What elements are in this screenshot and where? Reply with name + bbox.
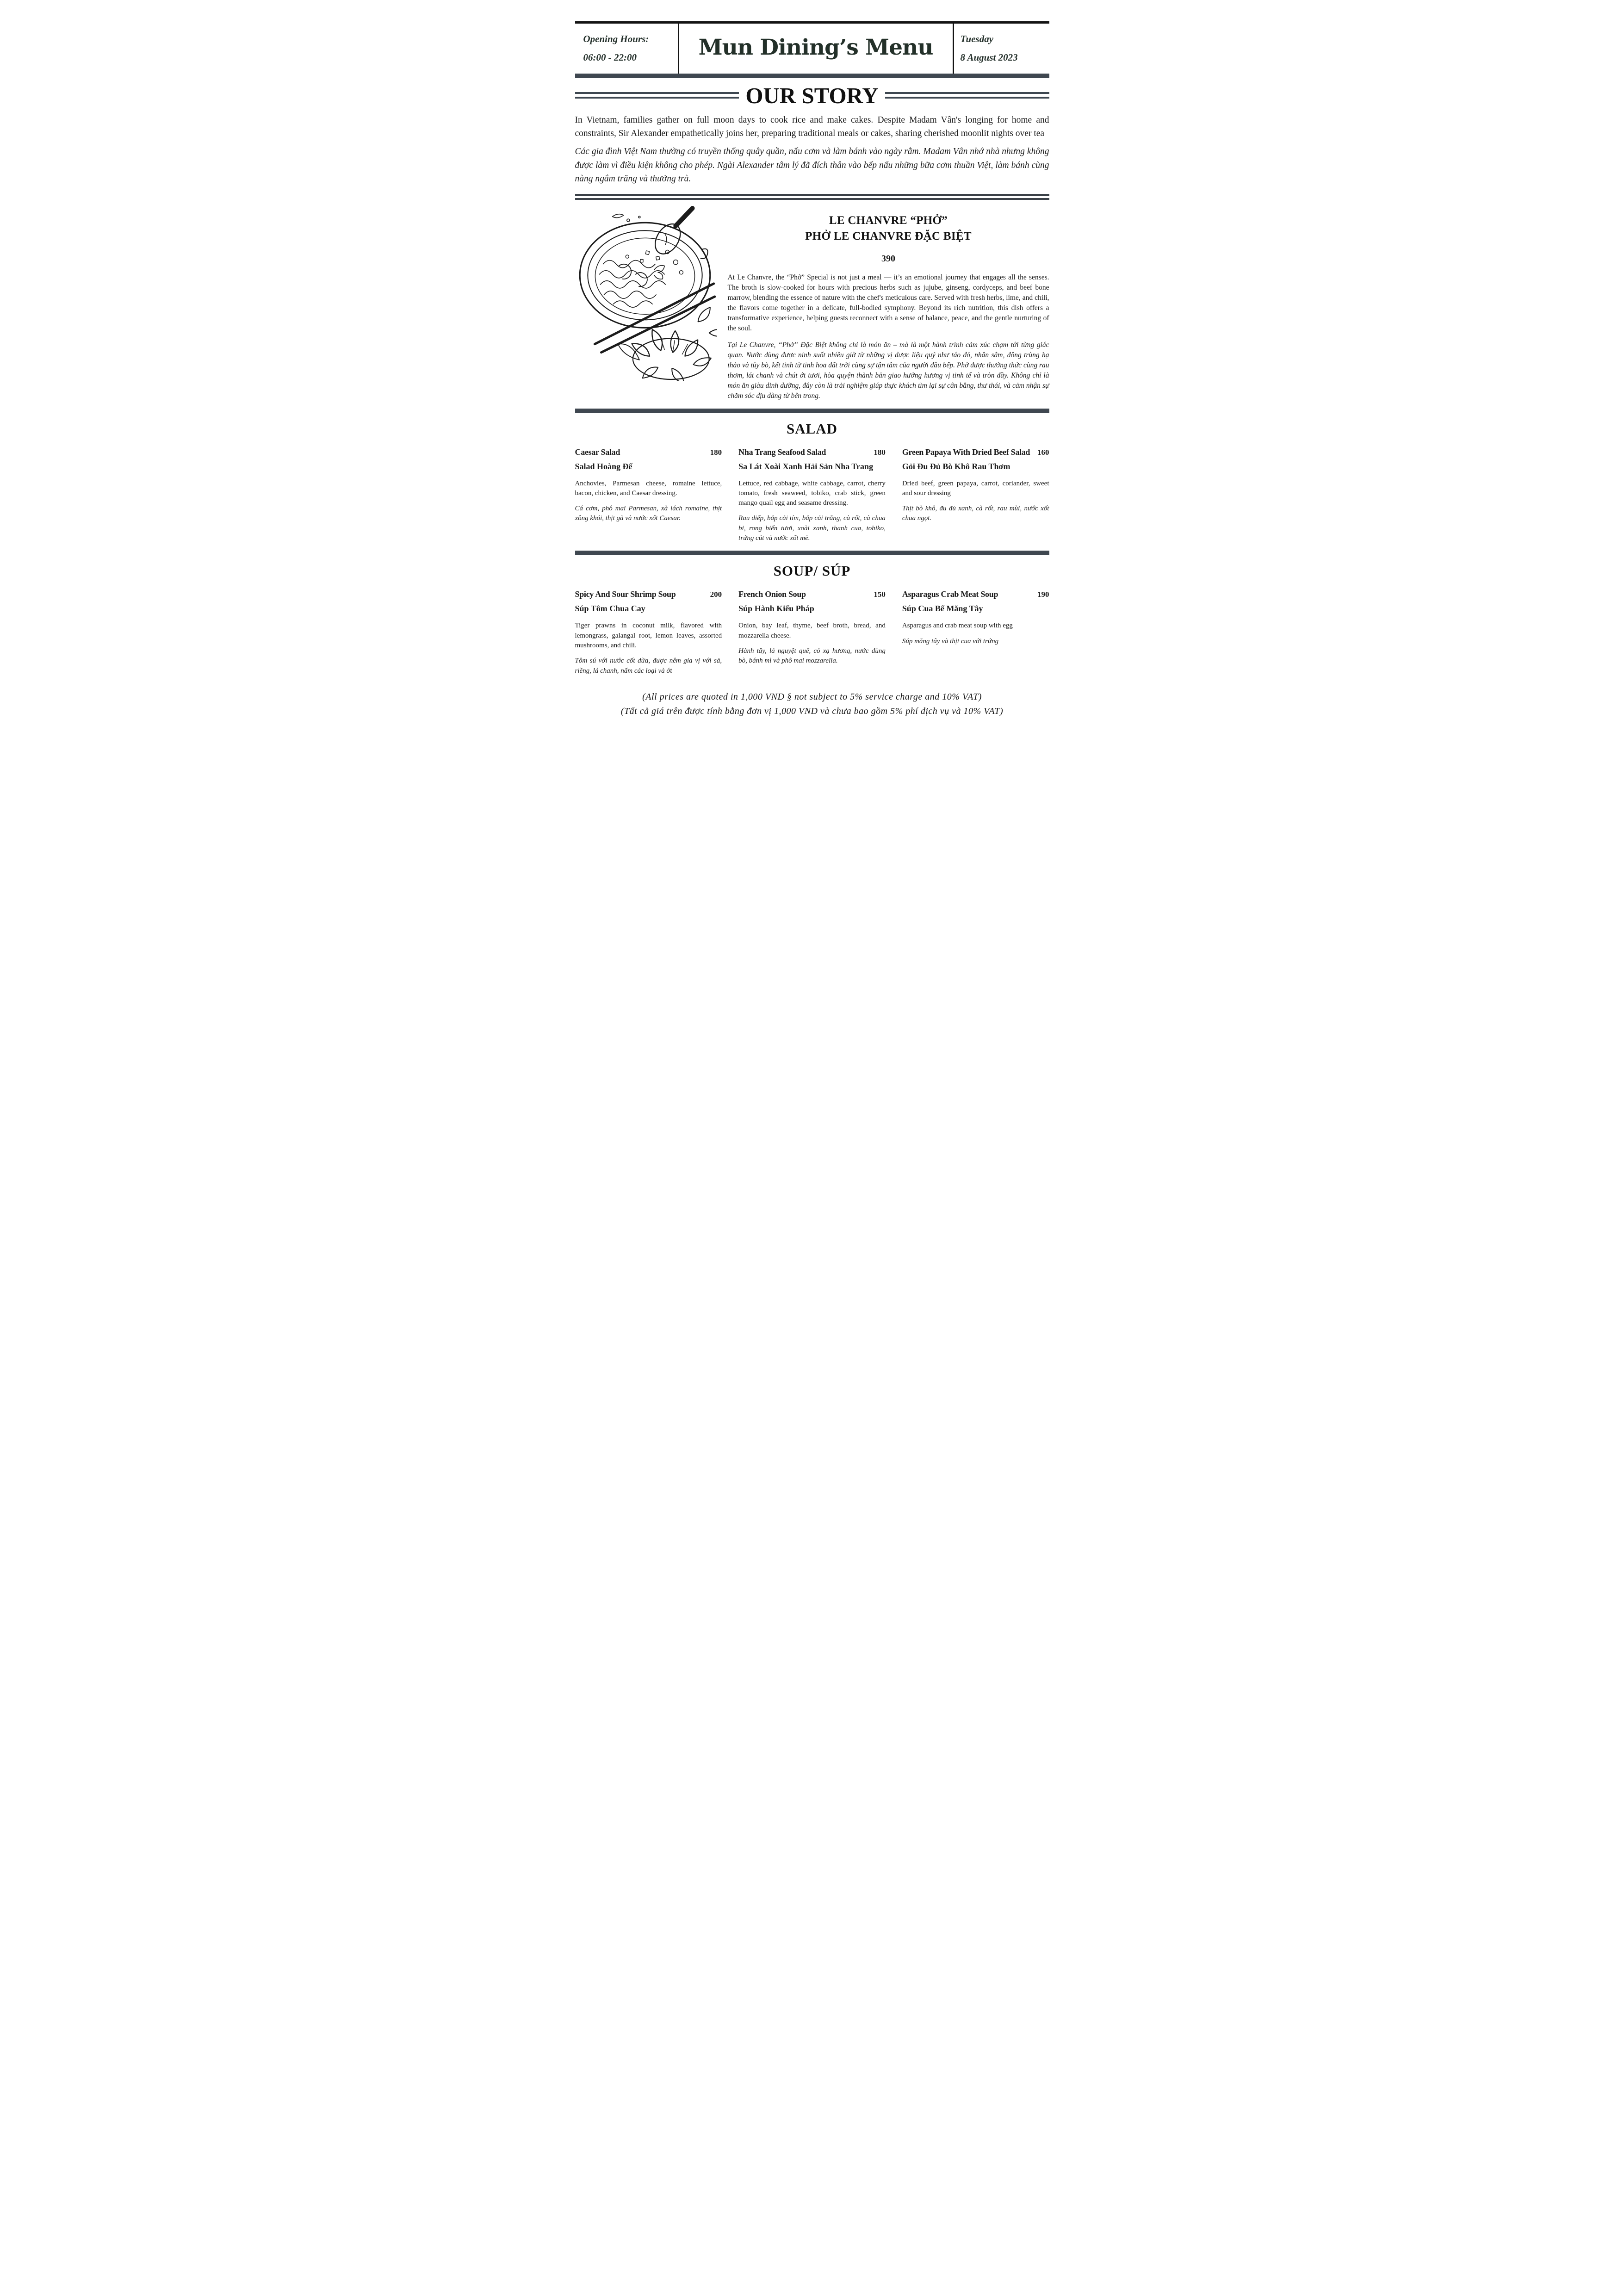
item-name-en: French Onion Soup xyxy=(738,589,806,599)
item-name-vi: Sa Lát Xoài Xanh Hải Sản Nha Trang xyxy=(738,461,874,471)
special-description-en: At Le Chanvre, the “Phở” Special is not just a meal — it’s an emotional journey that engages all the senses. The broth is slow-cooked for hours with precious herbs such as jujube, ginseng, cordyceps, and beef bone marrow, blending the essence of nature with the chef's meticulous care. Served with fresh herbs, lime, and chili, the flavors come together in a delicate, full-bodied symphony. Beyond its rich nutrition, this dish offers a transformative experience, helping guests reconnect with a sense of balance, peace, and the gentle nurturing of the soul. xyxy=(727,273,1049,332)
left-double-rule xyxy=(575,92,739,99)
item-price: 190 xyxy=(1037,590,1049,599)
item-description-vi: Thịt bò khô, đu đủ xanh, cà rốt, rau mùi, nước xốt chua ngọt. xyxy=(902,505,1049,522)
menu-item xyxy=(575,447,722,544)
our-story-title: OUR STORY xyxy=(745,82,879,108)
right-double-rule xyxy=(885,92,1049,99)
menu-item xyxy=(902,447,1049,544)
item-name-vi: Salad Hoàng Đế xyxy=(575,461,632,471)
item-name-row xyxy=(902,589,1049,599)
soup-grid xyxy=(575,589,1049,676)
date-label: 8 August 2023 xyxy=(960,51,1018,63)
item-name-row xyxy=(575,447,722,457)
item-name-vi: Súp Cua Bể Măng Tây xyxy=(902,604,983,614)
item-name-vi: Súp Tôm Chua Cay xyxy=(575,604,645,614)
item-price: 160 xyxy=(1037,447,1049,457)
salad-section-title: SALAD xyxy=(786,420,838,437)
salad-grid xyxy=(575,447,1049,544)
pho-bowl-illustration xyxy=(575,203,721,401)
special-dish-name-vi: PHỞ LE CHANVRE ĐẶC BIỆT xyxy=(805,230,972,242)
salad-divider-bar xyxy=(575,409,1049,413)
item-description-en: Onion, bay leaf, thyme, beef broth, bread, and mozzarella cheese. xyxy=(738,622,886,639)
footer-line-en: (All prices are quoted in 1,000 VND § not subject to 5% service charge and 10% VAT) xyxy=(642,692,982,702)
item-price: 180 xyxy=(874,447,886,457)
opening-hours-block xyxy=(575,24,678,74)
item-name-en: Spicy And Sour Shrimp Soup xyxy=(575,589,676,599)
menu-item xyxy=(738,447,886,544)
item-price: 200 xyxy=(710,590,722,599)
our-story-heading-row xyxy=(575,84,1049,107)
item-description-en: Dried beef, green papaya, carrot, coriander, sweet and sour dressing xyxy=(902,479,1049,497)
title-block xyxy=(678,24,954,74)
item-name-vi: Súp Hành Kiểu Pháp xyxy=(738,604,814,614)
item-description-vi: Rau diếp, bắp cải tím, bắp cải trắng, cà rốt, cà chua bi, rong biển tươi, xoài xanh, thanh cua, tobiko, trứng cút và nước xốt mè. xyxy=(738,515,886,542)
special-description-vi: Tại Le Chanvre, “Phở” Đặc Biệt không chỉ là món ăn – mà là một hành trình cảm xúc chạm tới từng giác quan. Nước dùng được ninh suốt nhiều giờ từ những vị dược liệu quý như táo đỏ, nhân sâm, đông trùng hạ thảo và tủy bò, kết tinh từ tinh hoa đất trời cùng sự tận tâm của người đầu bếp. Phở được thưởng thức cùng rau thơm, lát chanh và chút ớt tươi, hòa quyện thành bản giao hưởng hương vị tinh tế và tròn đầy. Không chỉ là món ăn giàu dinh dưỡng, đây còn là trải nghiệm giúp thực khách tìm lại sự cân bằng, thư thái, và cảm nhận sự chăm sóc dịu dàng từ bên trong. xyxy=(727,341,1049,400)
item-price: 180 xyxy=(710,447,722,457)
item-description-en: Anchovies, Parmesan cheese, romaine lettuce, bacon, chicken, and Caesar dressing. xyxy=(575,479,722,497)
salad-section xyxy=(575,409,1049,544)
item-description-en: Tiger prawns in coconut milk, flavored with lemongrass, galangal root, lemon leaves, assorted mushrooms, and chili. xyxy=(575,622,722,649)
item-name-row xyxy=(575,589,722,599)
footer-line-vi: (Tất cả giá trên được tính bằng đơn vị 1,000 VND và chưa bao gồm 5% phí dịch vụ và 10% VAT) xyxy=(620,706,1004,716)
our-story-paragraph-vi: Các gia đình Việt Nam thường có truyền thống quây quần, nấu cơm và làm bánh vào ngày rằm. Madam Vân nhớ nhà nhưng không được làm vì điều kiện không cho phép. Ngài Alexander tâm lý đã đích thân vào bếp nấu những bữa cơm thuần Việt, làm bánh cùng nàng ngắm trăng và thưởng trà. xyxy=(575,147,1049,184)
menu-item xyxy=(738,589,886,676)
item-description-en: Lettuce, red cabbage, white cabbage, carrot, cherry tomato, fresh seaweed, tobiko, crab stick, green mango quail egg and seasame dressing. xyxy=(738,479,886,507)
soup-section-title: SOUP/ SÚP xyxy=(773,563,851,579)
opening-hours-value: 06:00 - 22:00 xyxy=(583,51,637,63)
item-name-row xyxy=(738,589,886,599)
opening-hours-label: Opening Hours: xyxy=(583,33,649,44)
special-dish-body xyxy=(728,203,1049,401)
item-name-en: Green Papaya With Dried Beef Salad xyxy=(902,447,1030,457)
special-dish-price: 390 xyxy=(881,253,895,264)
soup-section xyxy=(575,551,1049,676)
story-special-divider xyxy=(575,194,1049,200)
item-name-en: Nha Trang Seafood Salad xyxy=(738,447,826,457)
item-description-vi: Súp măng tây và thịt cua với trứng xyxy=(902,637,999,645)
date-block xyxy=(954,24,1049,74)
item-name-vi: Gỏi Đu Đủ Bò Khô Rau Thơm xyxy=(902,461,1010,471)
menu-item xyxy=(902,589,1049,676)
masthead xyxy=(575,21,1049,74)
item-name-en: Caesar Salad xyxy=(575,447,620,457)
header-divider-bar xyxy=(575,74,1049,78)
menu-page xyxy=(554,0,1071,731)
item-description-vi: Cá cơm, phô mai Parmesan, xà lách romaine, thịt xông khói, thịt gà và nước xốt Caesar. xyxy=(575,505,722,522)
our-story-paragraph-en: In Vietnam, families gather on full moon days to cook rice and make cakes. Despite Madam Vân's longing for home and constraints, Sir Alexander empathetically joins her, preparing traditional meals or cakes, sharing cherished moonlit nights over tea xyxy=(575,115,1049,139)
item-price: 150 xyxy=(874,590,886,599)
item-description-vi: Hành tây, lá nguyệt quế, cỏ xạ hương, nước dùng bò, bánh mì và phô mai mozzarella. xyxy=(738,647,886,665)
our-story-section xyxy=(575,84,1049,186)
item-name-row xyxy=(902,447,1049,457)
item-description-en: Asparagus and crab meat soup with egg xyxy=(902,622,1013,630)
special-dish-name-en: LE CHANVRE “PHỞ” xyxy=(829,214,948,227)
menu-item xyxy=(575,589,722,676)
footer-note xyxy=(575,690,1049,719)
item-name-en: Asparagus Crab Meat Soup xyxy=(902,589,998,599)
soup-divider-bar xyxy=(575,551,1049,555)
special-dish-section xyxy=(575,203,1049,401)
item-description-vi: Tôm sú với nước cốt dừa, được nêm gia vị với sả, riềng, lá chanh, nấm các loại và ớt xyxy=(575,657,722,675)
item-name-row xyxy=(738,447,886,457)
weekday-label: Tuesday xyxy=(960,33,994,44)
restaurant-title: Mun Dining’s Menu xyxy=(698,35,933,61)
